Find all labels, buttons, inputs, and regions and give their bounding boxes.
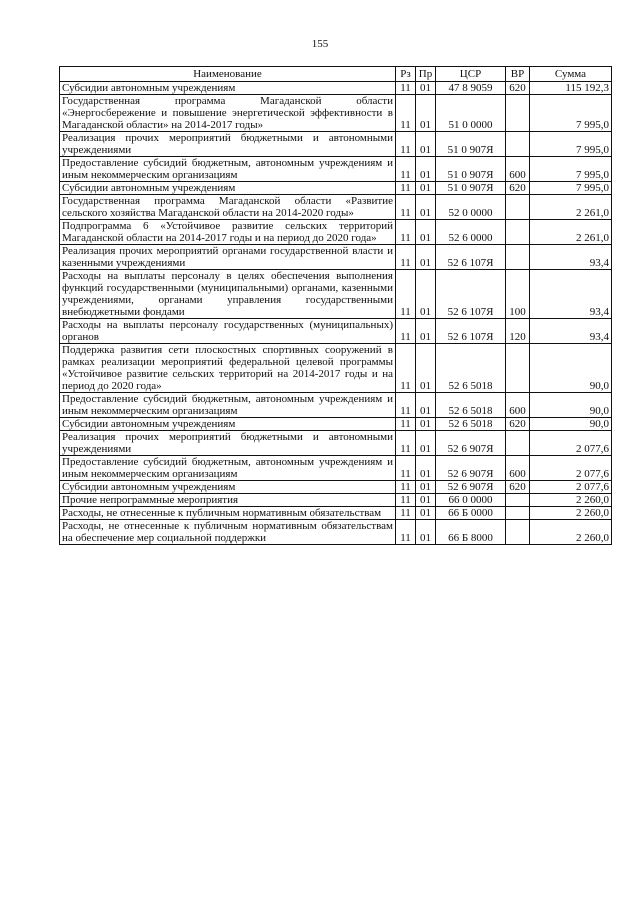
row-csr-cell: 52 6 107Я	[436, 270, 506, 319]
row-vr-cell	[506, 494, 530, 507]
row-rz-cell: 11	[396, 456, 416, 481]
budget-table	[59, 66, 612, 545]
row-sum-cell: 93,4	[530, 319, 612, 344]
row-pr-cell: 01	[416, 344, 436, 393]
row-name-cell: Прочие непрограммные мероприятия	[60, 494, 396, 507]
row-name-cell: Субсидии автономным учреждениям	[60, 481, 396, 494]
row-pr-cell: 01	[416, 95, 436, 132]
row-rz-cell: 11	[396, 418, 416, 431]
table-row	[60, 157, 612, 182]
table-row	[60, 270, 612, 319]
row-name-cell: Реализация прочих мероприятий бюджетными и автономными учреждениями	[60, 132, 396, 157]
row-pr-cell: 01	[416, 393, 436, 418]
row-rz-cell: 11	[396, 494, 416, 507]
row-vr-cell: 620	[506, 182, 530, 195]
row-pr-cell: 01	[416, 182, 436, 195]
row-sum-cell: 90,0	[530, 344, 612, 393]
row-vr-cell: 620	[506, 418, 530, 431]
row-name-cell: Предоставление субсидий бюджетным, автономным учреждениям и иным некоммерческим организациям	[60, 393, 396, 418]
table-row	[60, 418, 612, 431]
row-vr-cell	[506, 95, 530, 132]
row-vr-cell: 620	[506, 481, 530, 494]
row-rz-cell: 11	[396, 132, 416, 157]
row-sum-cell: 2 260,0	[530, 507, 612, 520]
row-rz-cell: 11	[396, 344, 416, 393]
row-pr-cell: 01	[416, 481, 436, 494]
page-number: 155	[311, 38, 329, 50]
row-vr-cell: 620	[506, 82, 530, 95]
row-sum-cell: 90,0	[530, 393, 612, 418]
row-sum-cell: 7 995,0	[530, 132, 612, 157]
row-vr-cell	[506, 431, 530, 456]
row-name-cell: Подпрограмма 6 «Устойчивое развитие сельских территорий Магаданской области на 2014-2017 годы и на период до 2020 года»	[60, 220, 396, 245]
table-row	[60, 95, 612, 132]
row-pr-cell: 01	[416, 418, 436, 431]
row-sum-cell: 93,4	[530, 270, 612, 319]
row-csr-cell: 52 6 5018	[436, 344, 506, 393]
row-csr-cell: 66 Б 0000	[436, 507, 506, 520]
table-row	[60, 481, 612, 494]
table-row	[60, 507, 612, 520]
row-csr-cell: 51 0 0000	[436, 95, 506, 132]
table-row	[60, 220, 612, 245]
row-rz-cell: 11	[396, 481, 416, 494]
row-name-cell: Расходы на выплаты персоналу государственных (муниципальных) органов	[60, 319, 396, 344]
row-csr-cell: 52 6 5018	[436, 418, 506, 431]
row-rz-cell: 11	[396, 82, 416, 95]
table-row	[60, 431, 612, 456]
row-sum-cell: 7 995,0	[530, 95, 612, 132]
row-csr-cell: 52 0 0000	[436, 195, 506, 220]
table-row	[60, 82, 612, 95]
row-rz-cell: 11	[396, 157, 416, 182]
row-name-cell: Предоставление субсидий бюджетным, автономным учреждениям и иным некоммерческим организациям	[60, 456, 396, 481]
row-name-cell: Расходы, не отнесенные к публичным нормативным обязательствам на обеспечение мер социальной поддержки	[60, 520, 396, 545]
table-row	[60, 456, 612, 481]
header-sum: Сумма	[530, 67, 612, 82]
row-csr-cell: 52 6 107Я	[436, 245, 506, 270]
row-name-cell: Расходы, не отнесенные к публичным нормативным обязательствам	[60, 507, 396, 520]
row-vr-cell: 600	[506, 157, 530, 182]
row-pr-cell: 01	[416, 82, 436, 95]
row-pr-cell: 01	[416, 270, 436, 319]
header-csr: ЦСР	[436, 67, 506, 82]
header-rz: Рз	[396, 67, 416, 82]
row-rz-cell: 11	[396, 393, 416, 418]
row-rz-cell: 11	[396, 95, 416, 132]
row-pr-cell: 01	[416, 195, 436, 220]
row-vr-cell	[506, 344, 530, 393]
table-row	[60, 344, 612, 393]
row-sum-cell: 7 995,0	[530, 157, 612, 182]
row-vr-cell: 120	[506, 319, 530, 344]
row-rz-cell: 11	[396, 220, 416, 245]
row-sum-cell: 2 260,0	[530, 494, 612, 507]
table-row	[60, 195, 612, 220]
row-rz-cell: 11	[396, 182, 416, 195]
row-sum-cell: 7 995,0	[530, 182, 612, 195]
row-csr-cell: 52 6 907Я	[436, 481, 506, 494]
row-pr-cell: 01	[416, 520, 436, 545]
row-csr-cell: 47 8 9059	[436, 82, 506, 95]
row-vr-cell	[506, 195, 530, 220]
row-sum-cell: 2 260,0	[530, 520, 612, 545]
row-rz-cell: 11	[396, 270, 416, 319]
row-csr-cell: 66 0 0000	[436, 494, 506, 507]
row-name-cell: Субсидии автономным учреждениям	[60, 182, 396, 195]
row-name-cell: Государственная программа Магаданской области «Энергосбережение и повышение энергетической эффективности в Магаданской области» на 2014-2017 годы»	[60, 95, 396, 132]
row-pr-cell: 01	[416, 157, 436, 182]
row-name-cell: Государственная программа Магаданской области «Развитие сельского хозяйства Магаданской области на 2014-2020 годы»	[60, 195, 396, 220]
row-csr-cell: 52 6 907Я	[436, 431, 506, 456]
row-pr-cell: 01	[416, 507, 436, 520]
row-name-cell: Расходы на выплаты персоналу в целях обеспечения выполнения функций государственными (муниципальными) органами, казенными учреждениями, органами управления государственными внебюджетными фондами	[60, 270, 396, 319]
row-name-cell: Реализация прочих мероприятий органами государственной власти и казенными учреждениями	[60, 245, 396, 270]
row-sum-cell: 2 077,6	[530, 431, 612, 456]
row-name-cell: Субсидии автономным учреждениям	[60, 418, 396, 431]
header-name: Наименование	[60, 67, 396, 82]
row-rz-cell: 11	[396, 195, 416, 220]
row-vr-cell	[506, 507, 530, 520]
table-row	[60, 393, 612, 418]
table-row	[60, 494, 612, 507]
row-name-cell: Поддержка развития сети плоскостных спортивных сооружений в рамках реализации мероприятий федеральной целевой программы «Устойчивое развитие сельских территорий на 2014-2017 годы и на период до 2020 года»	[60, 344, 396, 393]
row-vr-cell	[506, 132, 530, 157]
row-sum-cell: 2 261,0	[530, 195, 612, 220]
row-sum-cell: 90,0	[530, 418, 612, 431]
row-pr-cell: 01	[416, 494, 436, 507]
row-csr-cell: 66 Б 8000	[436, 520, 506, 545]
row-csr-cell: 52 6 0000	[436, 220, 506, 245]
row-sum-cell: 2 077,6	[530, 456, 612, 481]
row-rz-cell: 11	[396, 431, 416, 456]
row-sum-cell: 2 261,0	[530, 220, 612, 245]
row-vr-cell: 600	[506, 393, 530, 418]
row-vr-cell	[506, 220, 530, 245]
row-sum-cell: 115 192,3	[530, 82, 612, 95]
row-csr-cell: 51 0 907Я	[436, 132, 506, 157]
table-row	[60, 132, 612, 157]
row-vr-cell: 100	[506, 270, 530, 319]
header-pr: Пр	[416, 67, 436, 82]
row-pr-cell: 01	[416, 220, 436, 245]
row-vr-cell	[506, 520, 530, 545]
row-csr-cell: 51 0 907Я	[436, 157, 506, 182]
table-body	[60, 82, 612, 545]
row-csr-cell: 51 0 907Я	[436, 182, 506, 195]
row-name-cell: Субсидии автономным учреждениям	[60, 82, 396, 95]
row-vr-cell	[506, 245, 530, 270]
row-vr-cell: 600	[506, 456, 530, 481]
table-row	[60, 520, 612, 545]
row-rz-cell: 11	[396, 507, 416, 520]
row-rz-cell: 11	[396, 520, 416, 545]
row-pr-cell: 01	[416, 245, 436, 270]
table-row	[60, 319, 612, 344]
row-sum-cell: 2 077,6	[530, 481, 612, 494]
row-sum-cell: 93,4	[530, 245, 612, 270]
row-pr-cell: 01	[416, 456, 436, 481]
row-csr-cell: 52 6 907Я	[436, 456, 506, 481]
header-vr: ВР	[506, 67, 530, 82]
row-name-cell: Предоставление субсидий бюджетным, автономным учреждениям и иным некоммерческим организациям	[60, 157, 396, 182]
row-rz-cell: 11	[396, 245, 416, 270]
row-rz-cell: 11	[396, 319, 416, 344]
table-row	[60, 182, 612, 195]
table-row	[60, 245, 612, 270]
row-pr-cell: 01	[416, 431, 436, 456]
row-csr-cell: 52 6 5018	[436, 393, 506, 418]
table-header-row	[60, 67, 612, 82]
row-name-cell: Реализация прочих мероприятий бюджетными и автономными учреждениями	[60, 431, 396, 456]
row-pr-cell: 01	[416, 319, 436, 344]
row-pr-cell: 01	[416, 132, 436, 157]
row-csr-cell: 52 6 107Я	[436, 319, 506, 344]
